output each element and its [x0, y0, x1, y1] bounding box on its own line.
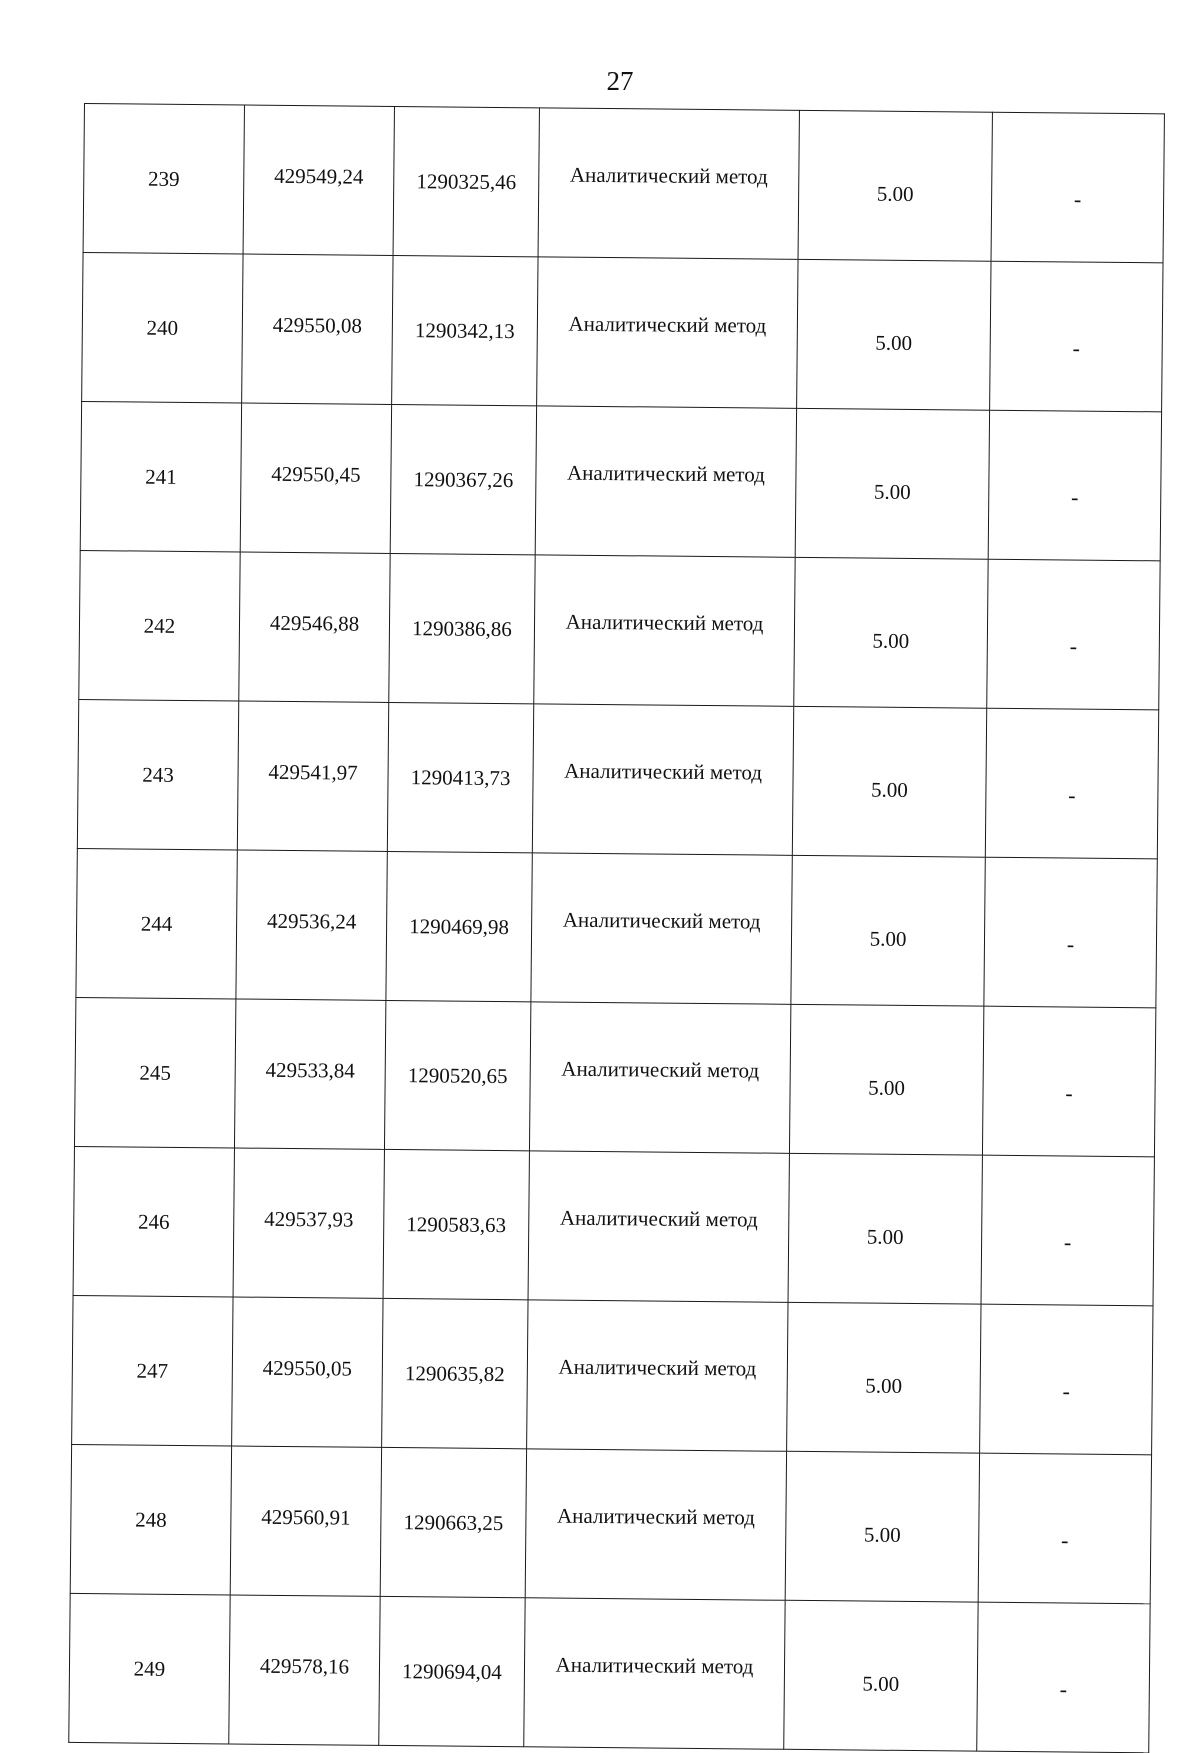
method-text: Аналитический метод	[568, 311, 767, 338]
method-text: Аналитический метод	[569, 162, 768, 189]
note-cell: -	[988, 410, 1161, 561]
table-row	[69, 1593, 1150, 1752]
accuracy-cell: 5.00	[795, 408, 989, 559]
x-coordinate-cell: 429541,97	[237, 701, 388, 851]
accuracy-cell: 5.00	[784, 1600, 978, 1751]
method-cell	[531, 853, 792, 1004]
method-cell	[537, 257, 798, 408]
accuracy-cell: 5.00	[794, 557, 988, 708]
x-coordinate-cell: 429533,84	[234, 999, 385, 1149]
note-cell: -	[991, 112, 1164, 263]
x-coordinate-cell: 429550,08	[242, 254, 393, 404]
x-coordinate-cell: 429550,45	[240, 403, 391, 553]
method-text: Аналитический метод	[564, 758, 763, 785]
method-text: Аналитический метод	[555, 1652, 754, 1679]
y-coordinate-cell: 1290367,26	[390, 404, 536, 554]
point-number-cell: 241	[80, 401, 241, 552]
x-coordinate-cell: 429549,24	[243, 105, 394, 255]
accuracy-cell: 5.00	[791, 855, 985, 1006]
point-number-cell: 240	[82, 252, 243, 403]
method-cell	[532, 704, 793, 855]
x-coordinate-cell: 429536,24	[236, 850, 387, 1000]
note-cell: -	[981, 1155, 1154, 1306]
y-coordinate-cell: 1290325,46	[393, 106, 539, 256]
table-row	[74, 997, 1155, 1156]
table-row	[70, 1444, 1151, 1603]
note-cell: -	[984, 857, 1157, 1008]
y-coordinate-cell: 1290386,86	[389, 553, 535, 703]
table-row	[82, 252, 1163, 411]
x-coordinate-cell: 429546,88	[239, 552, 390, 702]
table-row	[83, 104, 1164, 263]
y-coordinate-cell: 1290413,73	[387, 702, 533, 852]
method-cell	[534, 555, 795, 706]
note-cell: -	[978, 1453, 1151, 1604]
note-cell: -	[980, 1304, 1153, 1455]
method-text: Аналитический метод	[566, 460, 765, 487]
method-cell	[527, 1300, 788, 1451]
point-number-cell: 248	[70, 1444, 231, 1595]
x-coordinate-cell: 429560,91	[230, 1446, 381, 1596]
point-number-cell: 247	[72, 1295, 233, 1446]
accuracy-cell: 5.00	[789, 1004, 983, 1155]
x-coordinate-cell: 429578,16	[229, 1595, 380, 1745]
x-coordinate-cell: 429550,05	[232, 1297, 383, 1447]
point-number-cell: 239	[83, 104, 244, 255]
accuracy-cell: 5.00	[798, 110, 992, 261]
method-cell	[525, 1449, 786, 1600]
method-text: Аналитический метод	[562, 907, 761, 934]
point-number-cell: 242	[79, 550, 240, 701]
table-row	[77, 699, 1158, 858]
method-text: Аналитический метод	[556, 1503, 755, 1530]
note-cell: -	[982, 1006, 1155, 1157]
note-cell: -	[987, 559, 1160, 710]
point-number-cell: 244	[76, 848, 237, 999]
method-text: Аналитический метод	[565, 609, 764, 636]
method-cell	[524, 1598, 785, 1749]
point-number-cell: 245	[74, 997, 235, 1148]
method-cell	[529, 1002, 790, 1153]
accuracy-cell: 5.00	[785, 1451, 979, 1602]
accuracy-cell: 5.00	[792, 706, 986, 857]
y-coordinate-cell: 1290663,25	[380, 1447, 526, 1597]
accuracy-cell: 5.00	[788, 1153, 982, 1304]
method-text: Аналитический метод	[558, 1354, 757, 1381]
y-coordinate-cell: 1290583,63	[383, 1149, 529, 1299]
method-cell	[538, 108, 799, 259]
point-number-cell: 249	[69, 1593, 230, 1744]
method-text: Аналитический метод	[561, 1056, 760, 1083]
coordinates-table-wrapper	[68, 103, 1164, 1753]
table-row	[73, 1146, 1154, 1305]
x-coordinate-cell: 429537,93	[233, 1148, 384, 1298]
y-coordinate-cell: 1290342,13	[392, 255, 538, 405]
note-cell: -	[990, 261, 1163, 412]
y-coordinate-cell: 1290469,98	[386, 851, 532, 1001]
table-body	[69, 104, 1165, 1753]
accuracy-cell: 5.00	[797, 259, 991, 410]
table-row	[80, 401, 1161, 560]
note-cell: -	[977, 1602, 1150, 1753]
method-cell	[535, 406, 796, 557]
table-row	[79, 550, 1160, 709]
table-row	[72, 1295, 1153, 1454]
coordinates-table	[68, 103, 1165, 1753]
method-cell	[528, 1151, 789, 1302]
y-coordinate-cell: 1290635,82	[382, 1298, 528, 1448]
accuracy-cell: 5.00	[787, 1302, 981, 1453]
method-text: Аналитический метод	[559, 1205, 758, 1232]
y-coordinate-cell: 1290520,65	[384, 1000, 530, 1150]
point-number-cell: 246	[73, 1146, 234, 1297]
table-row	[76, 848, 1157, 1007]
note-cell: -	[985, 708, 1158, 859]
y-coordinate-cell: 1290694,04	[379, 1596, 525, 1746]
page-number: 27	[606, 66, 634, 96]
point-number-cell: 243	[77, 699, 238, 850]
